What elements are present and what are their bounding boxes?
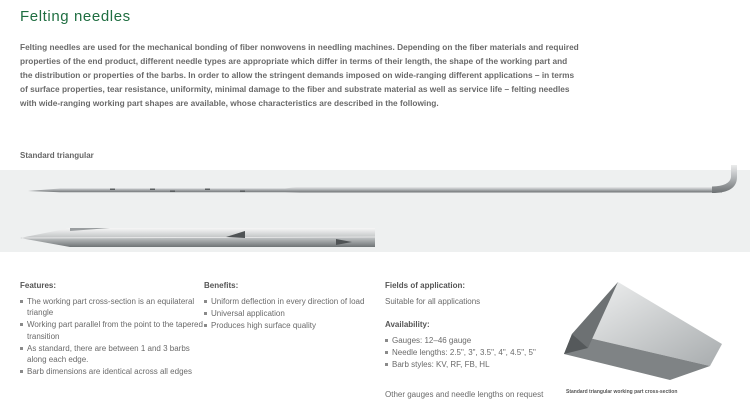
list-item: As standard, there are between 1 and 3 barbs along each edge. [20, 343, 205, 365]
intro-paragraph: Felting needles are used for the mechanical bonding of fiber nonwovens in needling machines. Depending on the fiber materials and required properties of the end product, different needle types are appropriate which differ in terms of their length, the shape of the working part and the distribution or properties of the barbs. In order to allow the stringent demands imposed on wide-ranging different applications – in terms of surface properties, tear resistance, uniformity, minimal damage to the fiber and substrate material as well as service life – felting needles with wide-ranging working part shapes are available, whose characteristics are described in the following. [20, 42, 579, 108]
list-item: Barb dimensions are identical across all edges [20, 366, 205, 377]
section-label: Standard triangular [20, 151, 94, 160]
needle-detail-view [20, 228, 375, 247]
availability-list [385, 335, 555, 371]
benefits-list [204, 296, 374, 332]
list-item: Working part parallel from the point to the tapered transition [20, 319, 205, 341]
list-item: Universal application [204, 308, 374, 319]
fields-heading: Fields of application: [385, 281, 466, 290]
list-item: Gauges: 12–46 gauge [385, 335, 555, 346]
availability-heading: Availability: [385, 320, 430, 329]
page-title: Felting needles [20, 8, 131, 25]
list-item: Barb styles: KV, RF, FB, HL [385, 359, 555, 370]
availability-note: Other gauges and needle lengths on request [385, 389, 544, 399]
list-item: Produces high surface quality [204, 320, 374, 331]
benefits-section [204, 281, 374, 333]
cross-section-caption: Standard triangular working part cross-section [566, 389, 678, 395]
list-item: The working part cross-section is an equilateral triangle [20, 296, 205, 318]
application-section [385, 281, 555, 400]
list-item: Uniform deflection in every direction of load [204, 296, 374, 307]
needle-illustration [0, 165, 750, 257]
benefits-heading: Benefits: [204, 281, 239, 290]
features-section [20, 281, 205, 378]
features-heading: Features: [20, 281, 57, 290]
list-item: Needle lengths: 2.5", 3", 3.5", 4", 4.5", 5" [385, 347, 555, 358]
needle-side-view [28, 165, 737, 193]
features-list [20, 296, 205, 377]
cross-section-image [560, 278, 740, 386]
fields-text: Suitable for all applications [385, 297, 481, 306]
